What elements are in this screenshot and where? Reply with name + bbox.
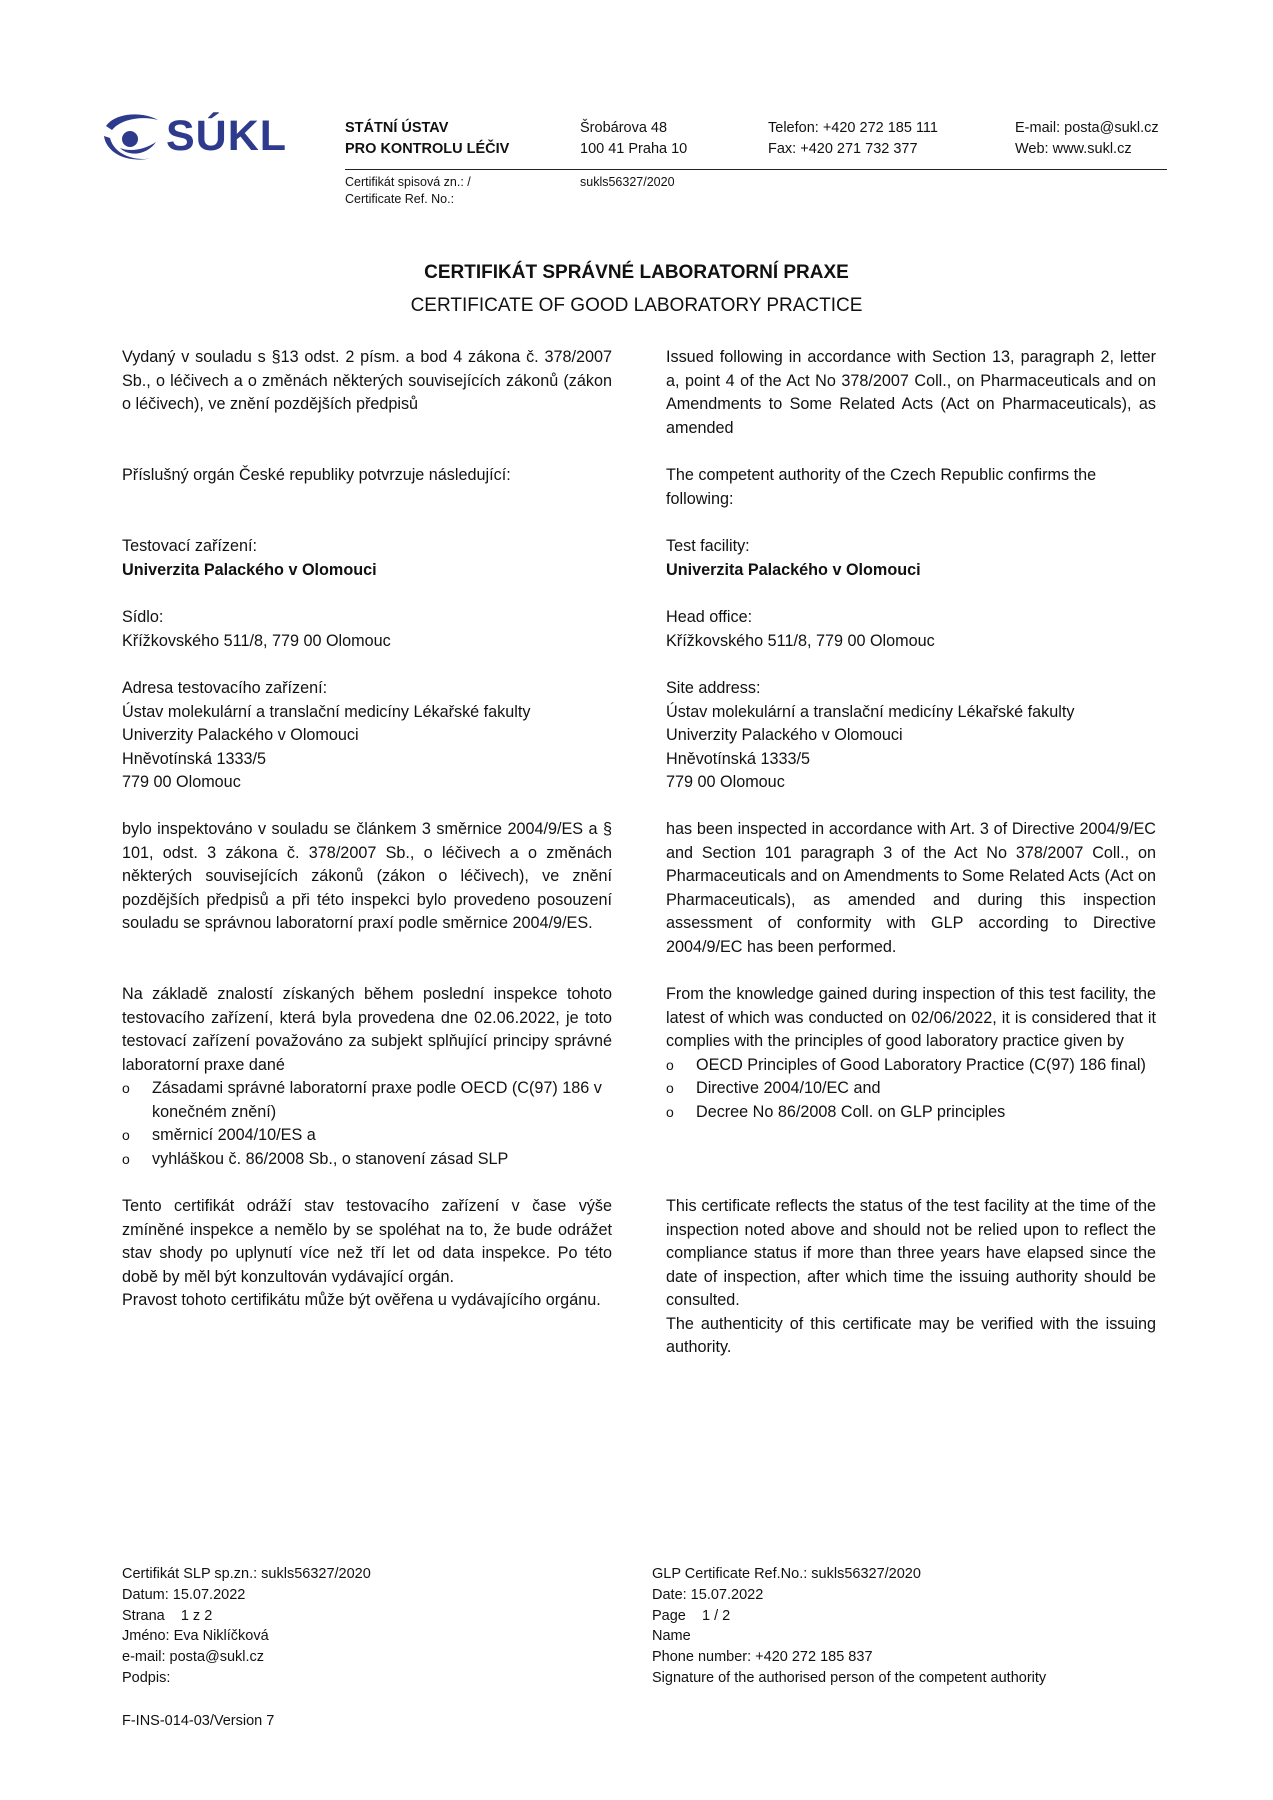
cz-reflects-block [122, 1195, 612, 1313]
certificate-ref-value: sukls56327/2020 [580, 175, 675, 189]
czech-column [122, 0, 612, 1400]
institute-address: Šrobárova 48 100 41 Praha 10 [580, 120, 688, 157]
en-reflects-block [666, 1195, 1156, 1360]
list-item: o OECD Principles of Good Laboratory Practice (C(97) 186 final) [666, 1055, 1146, 1074]
en-authenticity: The authenticity of this certificate may be verified with the issuing authority. [666, 1314, 1156, 1356]
en-knowledge: From the knowledge gained during inspection of this test facility, the latest of which was conducted on 02/06/2022, it is considered that it complies with the principles of good laboratory practice given by [666, 985, 1156, 1050]
list-item: o Zásadami správné laboratorní praxe podle OECD (C(97) 186 v konečném znění) [122, 1079, 602, 1121]
footer-en: GLP Certificate Ref.No.: sukls56327/2020 Date: 15.07.2022 Page 1 / 2 Name Phone number: +420 272 185 837 Signature of the authorised person of the competent authority [652, 1566, 1047, 1686]
certificate-ref-label: Certifikát spisová zn.: / Certificate Ref. No.: [345, 175, 471, 206]
cz-inspected: bylo inspektováno v souladu se článkem 3 směrnice 2004/9/ES a § 101, odst. 3 zákona č. 378/2007 Sb., o léčivech a o změnách některých souvisejících zákonů (zákon o léčivech), ve znění pozdějších předpisů a při této inspekci bylo provedeno posouzení souladu se správnou laboratorní praxí podle směrnice 2004/9/ES. [122, 820, 612, 932]
cz-knowledge-block [122, 983, 612, 1171]
en-seat: Head office: Křížkovského 511/8, 779 00 Olomouc [666, 608, 935, 650]
cz-seat: Sídlo: Křížkovského 511/8, 779 00 Olomouc [122, 608, 391, 650]
title-en: CERTIFICATE OF GOOD LABORATORY PRACTICE [410, 295, 863, 316]
en-facility: Test facility: Univerzita Palackého v Olomouci [666, 537, 921, 579]
institute-phone: Telefon: +420 272 185 111 Fax: +420 271 732 377 [768, 120, 938, 157]
cz-knowledge: Na základě znalostí získaných během poslední inspekce tohoto testovacího zařízení, která byla provedena dne 02.06.2022, je toto testovací zařízení považováno za subjekt splňující principy správné laboratorní praxe dané [122, 985, 612, 1074]
list-item: o Directive 2004/10/EC and [666, 1079, 881, 1097]
list-item: o Decree No 86/2008 Coll. on GLP principles [666, 1102, 1006, 1121]
en-inspected: has been inspected in accordance with Art. 3 of Directive 2004/9/EC and Section 101 paragraph 3 of the Act No 378/2007 Coll., on Pharmaceuticals and on Amendments to Some Related Acts (Act on Pharmaceuticals), as amended and during this inspection assessment of conformity with GLP according to Directive 2004/9/EC has been performed. [666, 820, 1156, 956]
list-item: o vyhláškou č. 86/2008 Sb., o stanovení zásad SLP [122, 1149, 509, 1168]
cz-authority: Příslušný orgán České republiky potvrzuje následující: [122, 466, 511, 484]
cz-facility: Testovací zařízení: Univerzita Palackého v Olomouci [122, 537, 377, 579]
en-knowledge-block [666, 983, 1156, 1124]
cz-issued: Vydaný v souladu s §13 odst. 2 písm. a bod 4 zákona č. 378/2007 Sb., o léčivech a o změnách některých souvisejících zákonů (zákon o léčivech), ve znění pozdějších předpisů [122, 348, 612, 413]
institute-name: STÁTNÍ ÚSTAV PRO KONTROLU LÉČIV [345, 120, 510, 157]
cz-reflects: Tento certifikát odráží stav testovacího zařízení v čase výše zmíněné inspekce a nemělo by se spoléhat na to, že bude odrážet stav shody po uplynutí více než tří let od data inspekce. Po této době by měl být konzultován vydávající orgán. [122, 1197, 612, 1286]
title-cz: CERTIFIKÁT SPRÁVNÉ LABORATORNÍ PRAXE [424, 262, 849, 283]
cz-site-address: Adresa testovacího zařízení: Ústav molekulární a translační medicíny Lékařské fakulty Univerzity Palackého v Olomouci Hněvotínská 1333/5 779 00 Olomouc [122, 679, 531, 791]
logo-text: SÚKL [166, 112, 288, 160]
en-issued: Issued following in accordance with Section 13, paragraph 2, letter a, point 4 of the Act No 378/2007 Coll., on Pharmaceuticals and on Amendments to Some Related Acts (Act on Pharmaceuticals), as amended [666, 348, 1156, 437]
list-item: o směrnicí 2004/10/ES a [122, 1126, 316, 1144]
footer-cz: Certifikát SLP sp.zn.: sukls56327/2020 Datum: 15.07.2022 Strana 1 z 2 Jméno: Eva Niklíčková e-mail: posta@sukl.cz Podpis: [122, 1566, 371, 1686]
english-column [666, 0, 1156, 1400]
institute-contact: E-mail: posta@sukl.cz Web: www.sukl.cz [1015, 120, 1159, 157]
en-reflects: This certificate reflects the status of the test facility at the time of the inspection noted above and should not be relied upon to reflect the compliance status if more than three years have elapsed since the date of inspection, after which time the issuing authority should be consulted. [666, 1197, 1156, 1309]
cz-authenticity: Pravost tohoto certifikátu může být ověřena u vydávajícího orgánu. [122, 1291, 601, 1309]
en-authority: The competent authority of the Czech Republic confirms the following: [666, 466, 1097, 508]
form-version: F-INS-014-03/Version 7 [122, 1713, 275, 1729]
en-site-address: Site address: Ústav molekulární a translační medicíny Lékařské fakulty Univerzity Palackého v Olomouci Hněvotínská 1333/5 779 00 Olomouc [666, 679, 1075, 791]
